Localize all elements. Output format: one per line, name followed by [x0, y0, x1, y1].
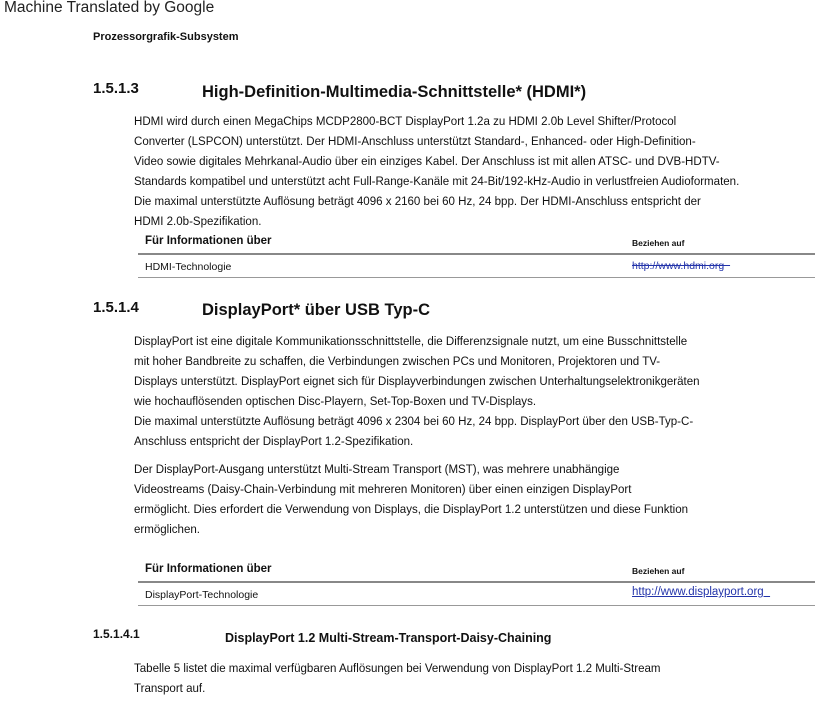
displayport-reference-table [138, 559, 815, 606]
column-header-topic: Für Informationen über [145, 563, 272, 575]
paragraph-line: Converter (LSPCON) unterstützt. Der HDMI-Anschluss unterstützt Standard-, Enhanced- oder High-Definition- [134, 134, 696, 148]
paragraph-line: Video sowie digitales Mehrkanal-Audio über ein einziges Kabel. Der Anschluss ist mit allen ATSC- und DVB-HDTV- [134, 154, 720, 168]
table-header [138, 559, 815, 583]
paragraph-line: Transport auf. [134, 681, 206, 695]
topic-cell: HDMI-Technologie [145, 261, 232, 273]
paragraph-line: DisplayPort ist eine digitale Kommunikationsschnittstelle, die Differenzsignale nutzt, um eine Busschnittstelle [134, 334, 688, 348]
chapter-title: Prozessorgrafik-Subsystem [93, 31, 239, 43]
subsection-number-mst: 1.5.1.4.1 [93, 627, 140, 641]
table-row [138, 255, 815, 278]
displayport-paragraph-1 [134, 331, 776, 451]
section-number-displayport: 1.5.1.4 [93, 299, 139, 316]
paragraph-line: Die maximal unterstützte Auflösung beträgt 4096 x 2160 bei 60 Hz, 24 bpp. Der HDMI-Anschluss entspricht der [134, 194, 701, 208]
table-header [138, 231, 815, 255]
paragraph-line: Der DisplayPort-Ausgang unterstützt Multi-Stream Transport (MST), was mehrere unabhängige [134, 462, 620, 476]
paragraph-line: Tabelle 5 listet die maximal verfügbaren Auflösungen bei Verwendung von DisplayPort 1.2 Multi-Stream [134, 661, 661, 675]
paragraph-line: mit hoher Bandbreite zu schaffen, die Verbindungen zwischen PCs und Monitoren, Projektoren und TV- [134, 354, 661, 368]
paragraph-line: Anschluss entspricht der DisplayPort 1.2-Spezifikation. [134, 434, 414, 448]
mst-paragraph [134, 658, 776, 698]
paragraph-line: HDMI wird durch einen MegaChips MCDP2800-BCT DisplayPort 1.2a zu HDMI 2.0b Level Shifter/Protocol [134, 114, 677, 128]
table-row [138, 583, 815, 606]
paragraph-line: Videostreams (Daisy-Chain-Verbindung mit mehreren Monitoren) über einen einzigen DisplayPort [134, 482, 632, 496]
paragraph-line: Standards kompatibel und unterstützt acht Full-Range-Kanäle mit 24-Bit/192-kHz-Audio in verlustfreien Audioformaten. [134, 174, 740, 188]
column-header-reference: Beziehen auf [632, 238, 685, 248]
column-header-reference: Beziehen auf [632, 566, 685, 576]
paragraph-line: wie hochauflösenden optischen Disc-Playern, Set-Top-Boxen und TV-Displays. [134, 394, 537, 408]
displayport-link[interactable]: http://www.displayport.org [632, 586, 771, 598]
section-number-hdmi: 1.5.1.3 [93, 80, 139, 97]
paragraph-line: ermöglicht. Dies erfordert die Verwendung von Displays, die DisplayPort 1.2 unterstützen und diese Funktion [134, 502, 689, 516]
subsection-title-mst: DisplayPort 1.2 Multi-Stream-Transport-Daisy-Chaining [225, 631, 552, 645]
paragraph-line: Displays unterstützt. DisplayPort eignet sich für Displayverbindungen zwischen Unterhaltungselektronikgeräten [134, 374, 700, 388]
paragraph-line: ermöglichen. [134, 522, 200, 536]
hdmi-reference-table [138, 231, 815, 278]
section-title-hdmi: High-Definition-Multimedia-Schnittstelle* (HDMI*) [202, 83, 587, 101]
topic-cell: DisplayPort-Technologie [145, 589, 259, 601]
paragraph-line: HDMI 2.0b-Spezifikation. [134, 214, 262, 228]
displayport-paragraph-2 [134, 459, 776, 539]
paragraph-line: Die maximal unterstützte Auflösung beträgt 4096 x 2304 bei 60 Hz, 24 bpp. DisplayPort über den USB-Typ-C- [134, 414, 694, 428]
column-header-topic: Für Informationen über [145, 235, 272, 247]
hdmi-paragraph [134, 111, 776, 231]
machine-translation-banner: Machine Translated by Google [4, 0, 215, 16]
section-title-displayport: DisplayPort* über USB Typ-C [202, 301, 430, 319]
hdmi-link[interactable]: http://www.hdmi.org [632, 260, 731, 272]
